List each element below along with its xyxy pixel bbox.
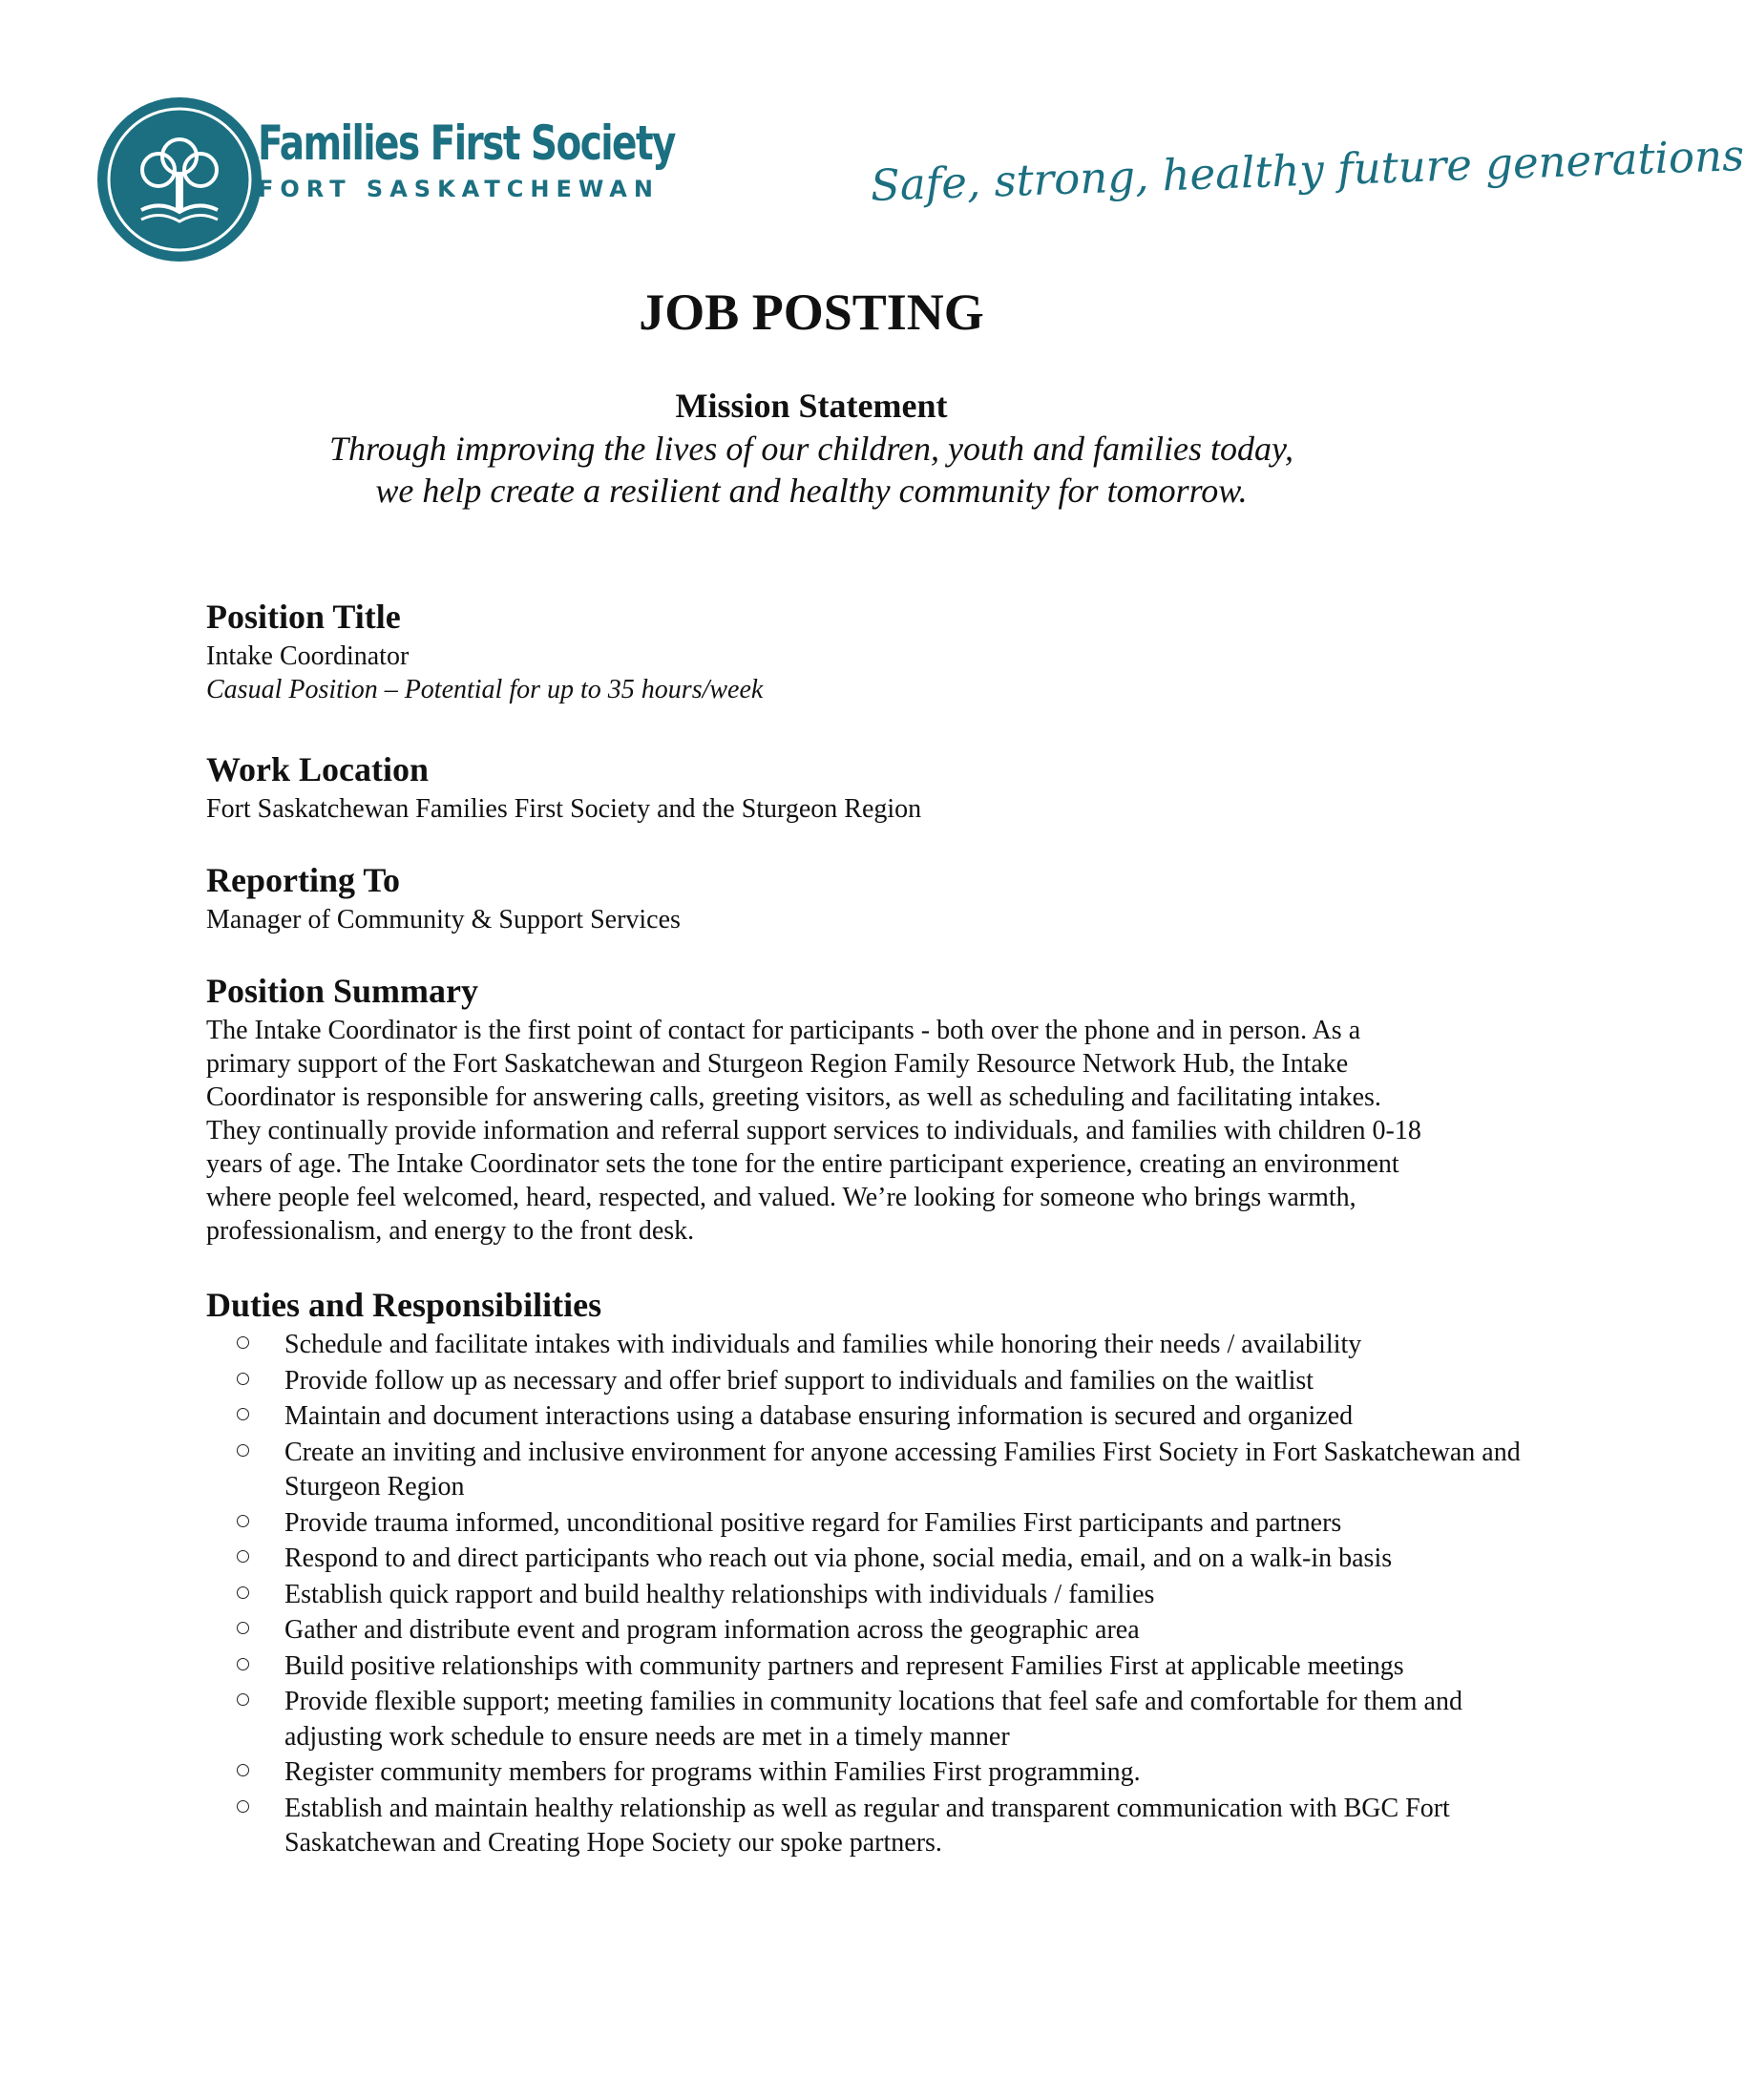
mission-statement <box>0 428 1623 512</box>
section-heading: Reporting To <box>206 861 401 899</box>
list-item <box>206 1506 1533 1542</box>
bullet-icon <box>237 1658 249 1670</box>
bullet-icon <box>237 1693 249 1706</box>
mission-heading: Mission Statement <box>675 387 948 425</box>
bullet-icon <box>237 1764 249 1776</box>
duty-text: Maintain and document interactions using a database ensuring information is secured and organized <box>284 1401 1354 1431</box>
mission-line: Through improving the lives of our children, youth and families today, <box>329 430 1293 468</box>
duty-text: Provide trauma informed, unconditional positive regard for Families First participants and partners <box>284 1507 1342 1538</box>
bullet-icon <box>237 1444 249 1457</box>
bullet-icon <box>237 1515 249 1527</box>
section-heading: Work Location <box>206 750 430 788</box>
list-item <box>206 1436 1533 1505</box>
list-item <box>206 1399 1533 1435</box>
section-heading: Duties and Responsibilities <box>206 1286 602 1324</box>
list-item <box>206 1328 1533 1363</box>
posting-content <box>206 594 1533 1862</box>
position-title-value: Intake Coordinator <box>206 641 410 671</box>
duties-list <box>206 1328 1533 1861</box>
page-title: JOB POSTING <box>639 284 984 341</box>
position-summary-section <box>206 968 1533 1248</box>
work-location-value: Fort Saskatchewan Families First Society and the Sturgeon Region <box>206 794 922 824</box>
list-item <box>206 1685 1533 1754</box>
bullet-icon <box>237 1373 249 1385</box>
bullet-icon <box>237 1408 249 1420</box>
page-header <box>0 0 1745 258</box>
list-item <box>206 1578 1533 1613</box>
reporting-to-section <box>206 857 1533 936</box>
duty-text: Provide flexible support; meeting families in community locations that feel safe and comfortable for them and adjusting work schedule to ensure needs are met in a timely manner <box>284 1687 1462 1752</box>
mission-line: we help create a resilient and healthy community for tomorrow. <box>375 472 1248 510</box>
bullet-icon <box>237 1800 249 1813</box>
logo-wordmark <box>258 116 792 202</box>
list-item <box>206 1364 1533 1399</box>
list-item <box>206 1792 1533 1861</box>
duty-text: Create an inviting and inclusive environment for anyone accessing Families First Society in Fort Saskatchewan and Sturgeon Region <box>284 1437 1521 1502</box>
logo-name: Families First Society <box>258 116 675 171</box>
duties-section <box>206 1282 1533 1861</box>
duty-text: Build positive relationships with community partners and represent Families First at applicable meetings <box>284 1650 1404 1681</box>
bullet-icon <box>237 1550 249 1563</box>
bullet-icon <box>237 1622 249 1634</box>
summary-paragraph: The Intake Coordinator is the first point of contact for participants - both over the phone and in person. As a primary support of the Fort Saskatchewan and Sturgeon Region Family Resource Network Hub, the Intake Coordinator is responsible for answering calls, greeting visitors, as well as scheduling and facilitating intakes. They continually provide information and referral support services to individuals, and families with children 0-18 years of age. The Intake Coordinator sets the tone for the entire participant experience, creating an environment where people feel welcomed, heard, respected, and valued. We’re looking for someone who brings warmth, professionalism, and energy to the front desk. <box>206 1016 1421 1246</box>
duty-text: Schedule and facilitate intakes with individuals and families while honoring their needs / availability <box>284 1330 1362 1359</box>
list-item <box>206 1649 1533 1685</box>
position-title-section <box>206 594 1533 706</box>
section-heading: Position Summary <box>206 972 479 1010</box>
duty-text: Establish and maintain healthy relationship as well as regular and transparent communication with BGC Fort Saskatchewan and Creating Hope Society our spoke partners. <box>284 1793 1450 1858</box>
list-item <box>206 1613 1533 1648</box>
duty-text: Establish quick rapport and build healthy relationships with individuals / families <box>284 1579 1155 1609</box>
duty-text: Provide follow up as necessary and offer brief support to individuals and families on the waitlist <box>284 1365 1314 1396</box>
position-note: Casual Position – Potential for up to 35 hours/week <box>206 675 764 704</box>
bullet-icon <box>237 1336 249 1349</box>
reporting-to-value: Manager of Community & Support Services <box>206 905 681 934</box>
logo-subtitle: FORT SASKATCHEWAN <box>258 176 660 202</box>
duty-text: Gather and distribute event and program information across the geographic area <box>284 1615 1140 1645</box>
bullet-icon <box>237 1586 249 1599</box>
list-item <box>206 1542 1533 1577</box>
tagline: Safe, strong, healthy future generations <box>870 130 1745 211</box>
list-item <box>206 1755 1533 1791</box>
work-location-section <box>206 746 1533 826</box>
duty-text: Respond to and direct participants who reach out via phone, social media, email, and on a walk-in basis <box>284 1544 1393 1573</box>
section-heading: Position Title <box>206 598 401 636</box>
duty-text: Register community members for programs within Families First programming. <box>284 1757 1141 1787</box>
tree-book-icon <box>94 94 265 265</box>
